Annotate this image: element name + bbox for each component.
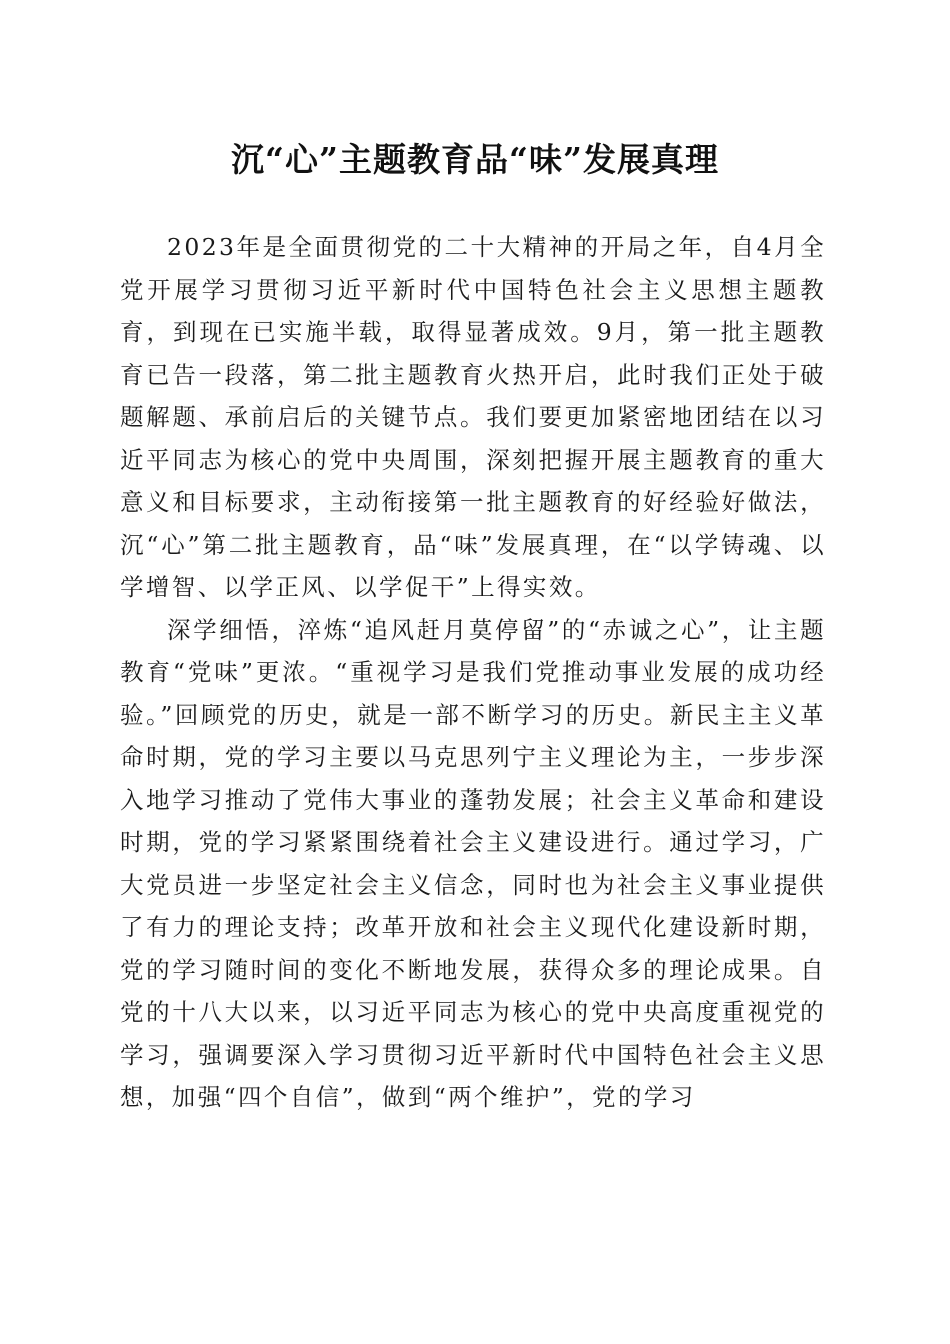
document-title: 沉“心”主题教育品“味”发展真理 [231, 140, 719, 179]
paragraph-2: 深学细悟，淬炼“追风赶月莫停留”的“赤诚之心”，让主题教育“党味”更浓。“重视学习是我们党推动事业发展的成功经验。”回顾党的历史，就是一部不断学习的历史。新民主主义革命时期，党的学习主要以马克思列宁主义理论为主，一步步深入地学习推动了党伟大事业的蓬勃发展；社会主义革命和建设时期，党的学习紧紧围绕着社会主义建设进行。通过学习，广大党员进一步坚定社会主义信念，同时也为社会主义事业提供了有力的理论支持；改革开放和社会主义现代化建设新时期，党的学习随时间的变化不断地发展，获得众多的理论成果。自党的十八大以来，以习近平同志为核心的党中央高度重视党的学习，强调要深入学习贯彻习近平新时代中国特色社会主义思想，加强“四个自信”，做到“两个维护”，党的学习 [120, 615, 826, 1111]
document-body [120, 226, 826, 1119]
paragraph-1: 2023年是全面贯彻党的二十大精神的开局之年，自4月全党开展学习贯彻习近平新时代中国特色社会主义思想主题教育，到现在已实施半载，取得显著成效。9月，第一批主题教育已告一段落，第二批主题教育火热开启，此时我们正处于破题解题、承前启后的关键节点。我们要更加紧密地团结在以习近平同志为核心的党中央周围，深刻把握开展主题教育的重大意义和目标要求，主动衔接第一批主题教育的好经验好做法，沉“心”第二批主题教育，品“味”发展真理，在“以学铸魂、以学增智、以学正风、以学促干”上得实效。 [120, 233, 826, 601]
